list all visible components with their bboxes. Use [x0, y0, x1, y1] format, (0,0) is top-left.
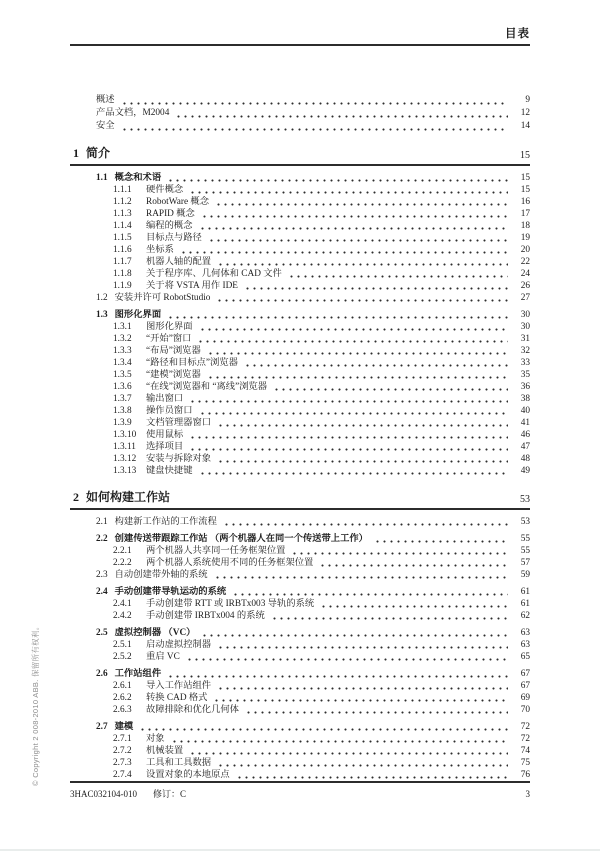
toc-entry-title: “布局”浏览器: [146, 346, 201, 356]
dot-leader: [201, 215, 508, 218]
toc-entry-page: 53: [520, 517, 530, 527]
toc-entry-number: 2.7.4: [113, 770, 132, 780]
dot-leader: [213, 699, 508, 702]
toc-entry: [70, 745, 530, 757]
toc-entry: [70, 184, 530, 196]
toc-entry: [70, 680, 530, 692]
header-rule: [70, 44, 530, 46]
toc-entry-page: 33: [520, 358, 530, 368]
toc-entry-page: 61: [520, 599, 530, 609]
dot-leader: [217, 764, 508, 767]
toc-entry-title: 手动创建带 IRBTx004 的系统: [146, 611, 265, 621]
toc-entry-page: 24: [520, 269, 530, 279]
dot-leader: [217, 687, 508, 690]
footer-doc-id: 3HAC032104-010: [70, 789, 137, 799]
toc-entry-title: 安装与拆除对象: [146, 454, 212, 464]
toc-entry-number: 2.4.2: [113, 611, 132, 621]
toc-entry-title: RobotWare 概念: [146, 197, 210, 207]
footer-page-number: 3: [525, 789, 530, 799]
dot-leader: [320, 605, 508, 608]
toc-entry-number: 1.3.1: [113, 322, 132, 332]
toc-entry-number: 1.3.8: [113, 406, 132, 416]
toc-entry-page: 14: [520, 121, 530, 131]
toc-chapter-number: 2: [73, 490, 79, 504]
dot-leader: [217, 424, 508, 427]
dot-leader: [199, 328, 509, 331]
toc-entry: [70, 220, 530, 232]
toc-entry: [70, 244, 530, 256]
toc-entry-page: 41: [520, 418, 530, 428]
toc-entry-title: 概述: [96, 95, 115, 105]
toc-entry-title: 导入工作站组件: [146, 681, 212, 691]
toc-entry-number: 2.7.2: [113, 746, 132, 756]
dot-leader: [175, 115, 508, 118]
toc-entry-title: 使用鼠标: [146, 430, 184, 440]
toc-entry: [70, 545, 530, 557]
toc-entry-number: 1.3.5: [113, 370, 132, 380]
toc-entry-number: 1.1.9: [113, 281, 132, 291]
toc-entry: [70, 586, 530, 598]
toc-entry: [70, 733, 530, 745]
toc-entry: [70, 569, 530, 581]
toc-entry-page: 72: [520, 734, 530, 744]
toc-entry: [70, 292, 530, 304]
toc-entry-number: 1.1.4: [113, 221, 132, 231]
toc-entry-title: 图形化界面: [146, 322, 193, 332]
toc-entry-number: 1.1.1: [113, 185, 132, 195]
toc-entry-title: 创建传送带跟踪工作站 （两个机器人在同一个传送带上工作）: [114, 534, 368, 544]
toc-entry: [70, 668, 530, 680]
dot-leader: [374, 540, 508, 543]
toc-entry-title: 目标点与路径: [146, 233, 202, 243]
toc-entry: [70, 417, 530, 429]
dot-leader: [167, 316, 508, 319]
toc-entry-page: 63: [520, 640, 530, 650]
toc-entry-title: 安装并许可 RobotStudio: [114, 293, 211, 303]
dot-leader: [288, 275, 508, 278]
toc-entry-number: 1.3.11: [113, 442, 136, 452]
header-title: 目表: [505, 28, 530, 40]
toc-entry-number: 1.1: [96, 173, 108, 183]
toc-entry: [70, 598, 530, 610]
toc-entry-title: 两个机器人共享同一任务框架位置: [146, 546, 286, 556]
toc-entry-page: 12: [520, 108, 530, 118]
toc-entry-number: 2.2.1: [113, 546, 132, 556]
toc-entry-title: 机械装置: [146, 746, 184, 756]
toc-entry-number: 1.1.8: [113, 269, 132, 279]
toc-entry: [70, 268, 530, 280]
toc-entry-number: 1.1.6: [113, 245, 132, 255]
toc-entry-page: 26: [520, 281, 530, 291]
footer-rule: [70, 781, 530, 783]
toc-entry-page: 40: [520, 406, 530, 416]
toc-entry-number: 2.7: [96, 722, 108, 732]
toc-entry: [70, 465, 530, 477]
toc-entry-title: 输出窗口: [146, 394, 184, 404]
toc-entry-number: 2.6.2: [113, 693, 132, 703]
toc-entry-number: 2.6.3: [113, 705, 132, 715]
toc-entry: [70, 309, 530, 321]
toc-entry-number: 2.5.1: [113, 640, 132, 650]
dot-leader: [271, 617, 508, 620]
toc-entry-page: 18: [520, 221, 530, 231]
dot-leader: [244, 287, 508, 290]
toc-entry-number: 2.7.3: [113, 758, 132, 768]
toc-entry: [70, 345, 530, 357]
toc-entry: [70, 769, 530, 781]
toc-entry-page: 69: [520, 693, 530, 703]
dot-leader: [167, 179, 508, 182]
toc-entry: [70, 405, 530, 417]
toc-chapter-title: 简介: [86, 146, 111, 160]
dot-leader: [180, 251, 508, 254]
toc-entry-page: 15: [520, 173, 530, 183]
toc-entry-title: 构建新工作站的工作流程: [114, 517, 217, 527]
toc-entry-page: 16: [520, 197, 530, 207]
toc-entry: [70, 94, 530, 107]
toc-entry: [70, 639, 530, 651]
toc-entry-number: 2.6: [96, 669, 108, 679]
toc-entry: [70, 516, 530, 528]
toc-content: [70, 94, 530, 781]
toc-entry-number: 1.3.10: [113, 430, 137, 440]
toc-entry: [70, 196, 530, 208]
toc-entry-title: 产品文档，M2004: [96, 108, 170, 118]
toc-entry-page: 27: [520, 293, 530, 303]
toc-entry-page: 31: [520, 334, 530, 344]
toc-entry: [70, 333, 530, 345]
toc-entry-number: 1.1.3: [113, 209, 132, 219]
toc-entry-page: 46: [520, 430, 530, 440]
toc-entry-page: 17: [520, 209, 530, 219]
toc-chapter-heading: [70, 144, 530, 166]
dot-leader: [121, 102, 508, 105]
toc-entry-number: 1.3.4: [113, 358, 132, 368]
dot-leader: [189, 400, 508, 403]
toc-entry-number: 2.5: [96, 628, 108, 638]
toc-entry-page: 62: [520, 611, 530, 621]
toc-entry-page: 76: [520, 770, 530, 780]
toc-entry: [70, 107, 530, 120]
toc-entry: [70, 692, 530, 704]
toc-entry-title: 关于将 VSTA 用作 IDE: [146, 281, 238, 291]
toc-entry-page: 49: [520, 466, 530, 476]
toc-entry-title: 文档管理器窗口: [146, 418, 212, 428]
toc-entry-number: 1.2: [96, 293, 108, 303]
toc-entry-title: 转换 CAD 格式: [146, 693, 208, 703]
dot-leader: [207, 352, 508, 355]
toc-chapter-title: 如何构建工作站: [86, 490, 171, 504]
toc-entry-number: 1.3: [96, 310, 108, 320]
dot-leader: [207, 376, 508, 379]
toc-entry-number: 2.2: [96, 534, 108, 544]
toc-entry-page: 47: [520, 442, 530, 452]
toc-entry-title: 对象: [146, 734, 165, 744]
toc-entry-page: 65: [520, 652, 530, 662]
toc-entry-title: 关于程序库、几何体和 CAD 文件: [146, 269, 282, 279]
dot-leader: [291, 552, 508, 555]
page-header: [70, 24, 530, 46]
dot-leader: [189, 436, 508, 439]
dot-leader: [236, 776, 508, 779]
toc-entry-number: 2.6.1: [113, 681, 132, 691]
toc-entry-title: 建模: [114, 722, 134, 732]
dot-leader: [232, 593, 508, 596]
toc-entry-page: 22: [520, 257, 530, 267]
toc-entry: [70, 280, 530, 292]
toc-entry-number: 1.3.12: [113, 454, 137, 464]
toc-entry-page: 61: [520, 587, 530, 597]
toc-entry-page: 15: [520, 185, 530, 195]
toc-entry-title: 工具和工具数据: [146, 758, 212, 768]
toc-entry: [70, 393, 530, 405]
toc-entry-page: 55: [520, 534, 530, 544]
toc-entry-number: 1.1.2: [113, 197, 132, 207]
toc-entry-title: 启动虚拟控制器: [146, 640, 212, 650]
toc-entry-number: 2.5.2: [113, 652, 132, 662]
dot-leader: [121, 128, 508, 131]
toc-entry: [70, 232, 530, 244]
toc-entry-title: 操作员窗口: [146, 406, 193, 416]
toc-entry-title: 编程的概念: [146, 221, 193, 231]
dot-leader: [216, 299, 508, 302]
dot-leader: [199, 472, 509, 475]
toc-entry-number: 1.3.6: [113, 382, 132, 392]
toc-entry-title: 虚拟控制器 （VC）: [114, 628, 196, 638]
toc-entry-number: 1.1.5: [113, 233, 132, 243]
dot-leader: [223, 523, 508, 526]
toc-entry: [70, 381, 530, 393]
toc-entry-page: 72: [520, 722, 530, 732]
toc-entry-title: 自动创建带外轴的系统: [114, 570, 208, 580]
toc-entry-title: 概念和术语: [114, 173, 162, 183]
toc-entry-page: 67: [520, 681, 530, 691]
toc-chapter-page: 53: [520, 494, 530, 505]
toc-entry-page: 67: [520, 669, 530, 679]
dot-leader: [245, 711, 508, 714]
toc-entry: [70, 369, 530, 381]
toc-entry-title: 硬件概念: [146, 185, 184, 195]
toc-entry: [70, 172, 530, 184]
toc-entry-page: 70: [520, 705, 530, 715]
toc-entry-number: 2.7.1: [113, 734, 132, 744]
toc-entry-number: 1.3.2: [113, 334, 132, 344]
toc-entry-number: 1.3.3: [113, 346, 132, 356]
toc-entry: [70, 557, 530, 569]
toc-entry-title: 设置对象的本地原点: [146, 770, 230, 780]
dot-leader: [167, 675, 508, 678]
dot-leader: [214, 576, 508, 579]
toc-entry-page: 36: [520, 382, 530, 392]
copyright-vertical-text: © Copyright 2 008-2010 ABB. 保留所有权利。: [31, 622, 40, 786]
toc-entry-number: 1.3.9: [113, 418, 132, 428]
toc-chapter-number: 1: [73, 146, 79, 160]
toc-chapter-heading: [70, 488, 530, 510]
toc-entry: [70, 441, 530, 453]
toc-entry-title: “建模”浏览器: [146, 370, 201, 380]
dot-leader: [201, 634, 508, 637]
toc-entry-page: 63: [520, 628, 530, 638]
toc-entry-title: 两个机器人系统使用不同的任务框架位置: [146, 558, 314, 568]
dot-leader: [217, 263, 508, 266]
toc-entry: [70, 120, 530, 133]
dot-leader: [139, 728, 508, 731]
toc-entry-page: 20: [520, 245, 530, 255]
dot-leader: [319, 564, 508, 567]
dot-leader: [208, 239, 508, 242]
toc-entry: [70, 429, 530, 441]
dot-leader: [171, 740, 508, 743]
toc-entry-number: 1.3.13: [113, 466, 137, 476]
toc-entry-title: 安全: [96, 121, 115, 131]
toc-entry-title: 键盘快捷键: [146, 466, 193, 476]
toc-entry-title: 坐标系: [146, 245, 174, 255]
dot-leader: [189, 752, 508, 755]
dot-leader: [189, 448, 508, 451]
toc-entry-page: 38: [520, 394, 530, 404]
toc-entry-page: 48: [520, 454, 530, 464]
toc-entry-title: RAPID 概念: [146, 209, 195, 219]
toc-entry-page: 30: [520, 322, 530, 332]
toc-entry-title: 重启 VC: [146, 652, 180, 662]
toc-entry-page: 74: [520, 746, 530, 756]
toc-entry-page: 19: [520, 233, 530, 243]
toc-entry-title: 手动创建带 RTT 或 IRBTx003 导轨的系统: [146, 599, 315, 609]
dot-leader: [244, 364, 508, 367]
toc-entry: [70, 321, 530, 333]
dot-leader: [197, 340, 508, 343]
page-footer: [70, 781, 530, 800]
toc-entry-page: 75: [520, 758, 530, 768]
toc-entry-page: 59: [520, 570, 530, 580]
toc-entry-number: 2.2.2: [113, 558, 132, 568]
toc-entry-title: 机器人轴的配置: [146, 257, 212, 267]
dot-leader: [199, 412, 509, 415]
toc-entry: [70, 627, 530, 639]
toc-entry-page: 30: [520, 310, 530, 320]
dot-leader: [199, 227, 509, 230]
footer-revision: 修订：C: [153, 789, 187, 799]
toc-entry: [70, 704, 530, 716]
dot-leader: [273, 388, 508, 391]
toc-entry-page: 32: [520, 346, 530, 356]
toc-entry-title: 选择项目: [146, 442, 184, 452]
toc-entry: [70, 453, 530, 465]
toc-entry: [70, 610, 530, 622]
toc-entry-number: 1.3.7: [113, 394, 132, 404]
dot-leader: [217, 646, 508, 649]
toc-entry-title: “在线”浏览器和 “离线”浏览器: [146, 382, 268, 392]
toc-entry: [70, 651, 530, 663]
toc-entry-number: 2.4: [96, 587, 108, 597]
toc-entry-page: 55: [520, 546, 530, 556]
dot-leader: [189, 191, 508, 194]
toc-entry-page: 35: [520, 370, 530, 380]
dot-leader: [215, 203, 508, 206]
toc-entry-title: 故障排除和优化几何体: [146, 705, 239, 715]
toc-entry: [70, 533, 530, 545]
toc-chapter-page: 15: [520, 150, 530, 161]
toc-entry-page: 57: [520, 558, 530, 568]
toc-entry-title: 工作站组件: [114, 669, 162, 679]
toc-entry-title: 图形化界面: [114, 310, 162, 320]
toc-entry: [70, 721, 530, 733]
toc-entry: [70, 208, 530, 220]
toc-entry-number: 2.3: [96, 570, 108, 580]
dot-leader: [217, 460, 508, 463]
toc-entry-number: 2.1: [96, 517, 108, 527]
dot-leader: [186, 658, 508, 661]
toc-entry-title: “开始”窗口: [146, 334, 192, 344]
toc-entry: [70, 357, 530, 369]
toc-entry: [70, 256, 530, 268]
toc-entry-page: 9: [525, 95, 530, 105]
toc-entry-number: 2.4.1: [113, 599, 132, 609]
toc-entry-title: 手动创建带导轨运动的系统: [114, 587, 227, 597]
toc-entry: [70, 757, 530, 769]
toc-entry-number: 1.1.7: [113, 257, 132, 267]
toc-entry-title: “路径和目标点”浏览器: [146, 358, 238, 368]
